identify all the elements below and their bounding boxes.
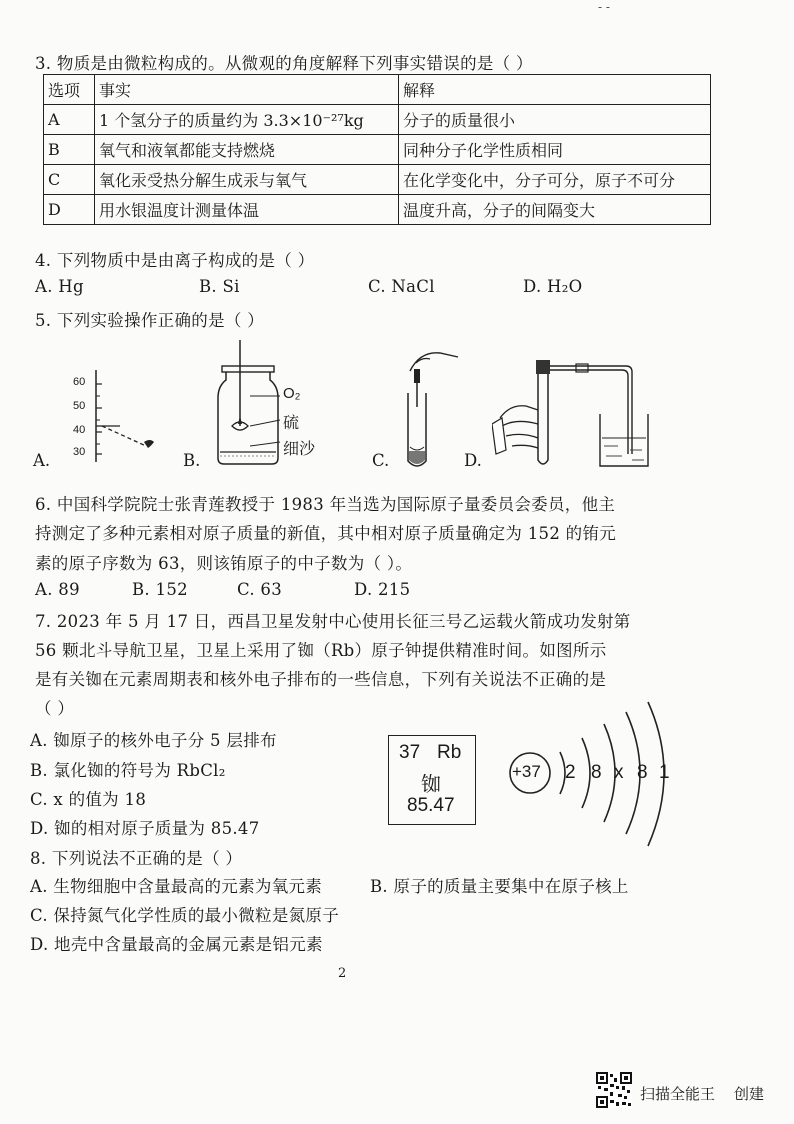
figure-d-airtightness-check xyxy=(492,354,652,470)
table-row xyxy=(44,165,711,195)
figure-c-dropper-test-tube xyxy=(400,343,470,473)
table-header-row xyxy=(44,75,711,105)
q8-option-c: C. 保持氮气化学性质的最小微粒是氮原子 xyxy=(30,906,340,925)
q6-option-a: A. 89 xyxy=(35,580,80,599)
q6-option-b: B. 152 xyxy=(132,580,188,599)
row-option: C xyxy=(44,165,95,195)
q3-stem: 3. 物质是由微粒构成的。从微观的角度解释下列事实错误的是（ ） xyxy=(35,54,533,73)
shell-2-electrons: 8 xyxy=(591,762,602,783)
table-row xyxy=(44,195,711,225)
q7-option-b: B. 氯化铷的符号为 RbCl₂ xyxy=(30,761,226,780)
figure-c-label: C. xyxy=(372,451,390,470)
row-explanation: 在化学变化中，分子可分，原子不可分 xyxy=(399,165,711,195)
q7-option-d: D. 铷的相对原子质量为 85.47 xyxy=(30,819,260,838)
row-option: B xyxy=(44,135,95,165)
row-option: A xyxy=(44,105,95,135)
label-fine-sand: 细沙 xyxy=(283,439,316,458)
q7-line-1: 7. 2023 年 5 月 17 日，西昌卫星发射中心使用长征三号乙运载火箭成功发射第 xyxy=(35,612,631,631)
tick-label-40: 40 xyxy=(73,424,86,436)
figure-a-label: A. xyxy=(33,451,51,470)
tick-label-50: 50 xyxy=(73,400,86,412)
header-explanation: 解释 xyxy=(399,75,711,105)
q8-option-b: B. 原子的质量主要集中在原子核上 xyxy=(370,877,629,896)
q6-line-3: 素的原子序数为 63，则该铕原子的中子数为（ ）。 xyxy=(35,554,413,573)
page-number: 2 xyxy=(338,966,347,981)
atomic-mass: 85.47 xyxy=(407,795,455,816)
figure-d-label: D. xyxy=(464,451,482,470)
qr-code-icon xyxy=(596,1072,632,1108)
row-fact: 1 个氢分子的质量约为 3.3×10⁻²⁷kg xyxy=(95,105,399,135)
scanner-action: 创建 xyxy=(734,1085,765,1103)
header-fact: 事实 xyxy=(95,75,399,105)
row-option: D xyxy=(44,195,95,225)
shell-3-electrons: x xyxy=(614,762,624,783)
table-row xyxy=(44,105,711,135)
shell-4-electrons: 8 xyxy=(637,762,648,783)
q8-option-a: A. 生物细胞中含量最高的元素为氧元素 xyxy=(30,877,323,896)
q4-option-a: A. Hg xyxy=(35,277,84,296)
row-explanation: 同种分子化学性质相同 xyxy=(399,135,711,165)
q4-stem: 4. 下列物质中是由离子构成的是（ ） xyxy=(35,251,315,270)
q7-option-c: C. x 的值为 18 xyxy=(30,790,147,809)
row-explanation: 温度升高，分子的间隔变大 xyxy=(399,195,711,225)
label-oxygen: O₂ xyxy=(283,385,301,402)
figure-b-label: B. xyxy=(183,451,201,470)
q4-option-c: C. NaCl xyxy=(368,277,435,296)
row-fact: 氧化汞受热分解生成汞与氧气 xyxy=(95,165,399,195)
q8-stem: 8. 下列说法不正确的是（ ） xyxy=(30,849,243,868)
periodic-table-cell xyxy=(388,735,476,825)
top-margin-marks: - - xyxy=(598,0,610,14)
q7-option-a: A. 铷原子的核外电子分 5 层排布 xyxy=(30,731,277,750)
label-sulfur: 硫 xyxy=(283,413,300,432)
q7-line-4: （ ） xyxy=(35,699,75,718)
table-row xyxy=(44,135,711,165)
q8-option-d: D. 地壳中含量最高的金属元素是铝元素 xyxy=(30,935,323,954)
element-name: 铷 xyxy=(421,772,441,796)
row-explanation: 分子的质量很小 xyxy=(399,105,711,135)
q4-option-b: B. Si xyxy=(199,277,240,296)
q5-stem: 5. 下列实验操作正确的是（ ） xyxy=(35,311,265,330)
shell-5-electrons: 1 xyxy=(659,762,670,783)
atomic-number: 37 xyxy=(399,742,421,763)
row-fact: 氧气和液氧都能支持燃烧 xyxy=(95,135,399,165)
tick-label-60: 60 xyxy=(73,376,86,388)
q6-option-d: D. 215 xyxy=(354,580,411,599)
row-fact: 用水银温度计测量体温 xyxy=(95,195,399,225)
q6-line-1: 6. 中国科学院院士张青莲教授于 1983 年当选为国际原子量委员会委员，他主 xyxy=(35,495,616,514)
element-symbol: Rb xyxy=(437,742,462,763)
q7-line-2: 56 颗北斗导航卫星，卫星上采用了铷（Rb）原子钟提供精准时间。如图所示 xyxy=(35,641,607,660)
tick-label-30: 30 xyxy=(73,446,86,458)
shell-1-electrons: 2 xyxy=(565,762,576,783)
scanner-brand: 扫描全能王 xyxy=(640,1085,716,1103)
q6-line-2: 持测定了多种元素相对原子质量的新值，其中相对原子质量确定为 152 的铕元 xyxy=(35,524,617,543)
q3-table xyxy=(43,74,711,225)
header-option: 选项 xyxy=(44,75,95,105)
nucleus-charge: +37 xyxy=(512,762,541,781)
q7-line-3: 是有关铷在元素周期表和核外电子排布的一些信息，下列有关说法不正确的是 xyxy=(35,670,607,689)
q6-option-c: C. 63 xyxy=(237,580,283,599)
q4-option-d: D. H₂O xyxy=(523,277,583,296)
